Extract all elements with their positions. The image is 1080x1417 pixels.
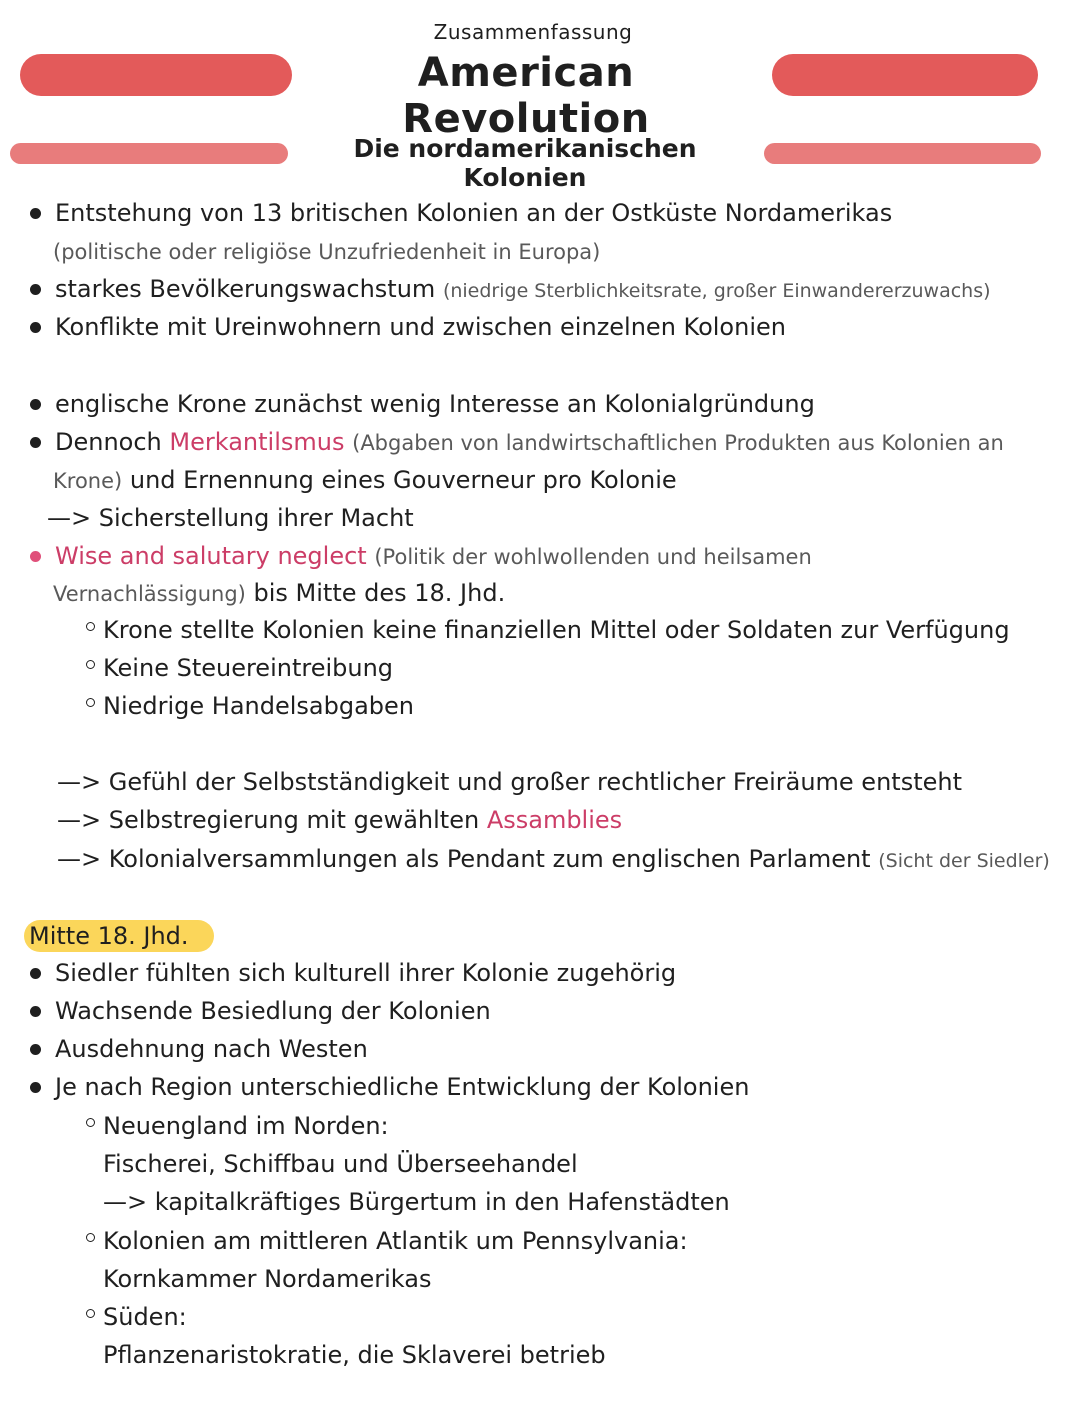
note-text: (Politik der wohlwollenden und heilsamen xyxy=(374,545,812,569)
note-text: (niedrige Sterblichkeitsrate, großer Einwandererzuwachs) xyxy=(442,280,991,302)
bullet-text: Siedler fühlten sich kulturell ihrer Kolonie zugehörig xyxy=(55,959,677,987)
arrow-text: —> Kolonialversammlungen als Pendant zum englischen Parlament xyxy=(57,845,871,873)
bullet-text: Je nach Region unterschiedliche Entwicklung der Kolonien xyxy=(55,1073,750,1101)
term-assamblies: Assamblies xyxy=(486,806,623,834)
arrow-line xyxy=(103,1185,730,1219)
bullet-dot xyxy=(30,399,41,410)
bullet-dot xyxy=(30,322,41,333)
bullet-dot xyxy=(30,437,41,448)
bullet-text: Ausdehnung nach Westen xyxy=(55,1035,368,1063)
text-line xyxy=(103,651,393,685)
bullet-text: starkes Bevölkerungswachstum xyxy=(55,275,436,303)
highlight-text: Mitte 18. Jhd. xyxy=(29,922,189,950)
bullet-text: bis Mitte des 18. Jhd. xyxy=(253,579,506,607)
bullet-text: englische Krone zunächst wenig Interesse an Kolonialgründung xyxy=(55,390,815,418)
sub-detail-text: Pflanzenaristokratie, die Sklaverei betrieb xyxy=(103,1341,606,1369)
sub-bullet-circle xyxy=(86,622,95,631)
sub-bullet-circle xyxy=(86,698,95,707)
bullet-dot xyxy=(30,551,41,562)
bullet-text: Wachsende Besiedlung der Kolonien xyxy=(55,997,491,1025)
bullet-dot xyxy=(30,284,41,295)
highlight-heading xyxy=(29,919,189,953)
sub-detail-text: Fischerei, Schiffbau und Überseehandel xyxy=(103,1150,578,1178)
note-text: Krone) xyxy=(53,469,123,493)
section-bar-right xyxy=(764,143,1041,164)
text-line xyxy=(55,310,786,344)
text-line xyxy=(103,1300,187,1334)
bullet-text: und Ernennung eines Gouverneur pro Kolonie xyxy=(129,466,677,494)
bullet-dot xyxy=(30,1006,41,1017)
bullet-dot xyxy=(30,1082,41,1093)
text-line xyxy=(55,387,815,421)
text-line xyxy=(103,1147,578,1181)
bullet-dot xyxy=(30,1044,41,1055)
sub-detail-text: Kornkammer Nordamerikas xyxy=(103,1265,432,1293)
text-line xyxy=(103,1109,389,1143)
text-line xyxy=(55,272,991,308)
section-bar-left xyxy=(10,143,288,164)
note-text: Vernachlässigung) xyxy=(53,582,246,606)
title-bar-right xyxy=(772,54,1038,96)
text-line xyxy=(55,994,491,1028)
sub-bullet-text: Keine Steuereintreibung xyxy=(103,654,394,682)
bullet-text: Entstehung von 13 britischen Kolonien an der Ostküste Nordamerikas xyxy=(55,199,893,227)
term-merkantilismus: Merkantilsmus xyxy=(169,428,345,456)
arrow-line xyxy=(57,765,962,799)
bullet-dot xyxy=(30,208,41,219)
sub-bullet-circle xyxy=(86,1118,95,1127)
note-text: (Sicht der Siedler) xyxy=(878,850,1050,872)
term-salutary-neglect: Wise and salutary neglect xyxy=(55,542,367,570)
text-line xyxy=(53,576,505,611)
sub-bullet-text: Niedrige Handelsabgaben xyxy=(103,692,415,720)
arrow-text: —> kapitalkräftiges Bürgertum in den Hafenstädten xyxy=(103,1188,730,1216)
text-line xyxy=(55,196,892,230)
sub-bullet-text: Krone stellte Kolonien keine finanziellen Mittel oder Soldaten zur Verfügung xyxy=(103,616,1010,644)
text-line xyxy=(55,956,676,990)
sub-bullet-text: Süden: xyxy=(103,1303,187,1331)
arrow-line xyxy=(57,842,1050,878)
note-text: (Abgaben von landwirtschaftlichen Produkten aus Kolonien an xyxy=(352,431,1004,455)
document-subtitle: Zusammenfassung xyxy=(433,20,633,44)
text-line xyxy=(55,539,812,574)
bullet-text: Konflikte mit Ureinwohnern und zwischen einzelnen Kolonien xyxy=(55,313,786,341)
arrow-text: —> Selbstregierung mit gewählten xyxy=(57,806,480,834)
text-line xyxy=(55,425,1004,460)
title-bar-left xyxy=(20,54,292,96)
text-line xyxy=(103,1338,606,1372)
text-line xyxy=(55,1032,368,1066)
text-line xyxy=(103,613,1010,647)
section-heading: Die nordamerikanischen Kolonien xyxy=(353,134,697,192)
page-title: American Revolution xyxy=(402,50,650,142)
bullet-dot xyxy=(30,968,41,979)
sub-bullet-text: Neuengland im Norden: xyxy=(103,1112,389,1140)
bullet-text: Dennoch xyxy=(55,428,162,456)
arrow-line xyxy=(47,501,414,535)
arrow-text: —> Sicherstellung ihrer Macht xyxy=(47,504,414,532)
sub-bullet-circle xyxy=(86,1309,95,1318)
note-text: (politische oder religiöse Unzufriedenheit in Europa) xyxy=(53,240,601,264)
text-line xyxy=(103,1224,688,1258)
sub-bullet-circle xyxy=(86,1233,95,1242)
arrow-text: —> Gefühl der Selbstständigkeit und großer rechtlicher Freiräume entsteht xyxy=(57,768,962,796)
text-line xyxy=(55,1070,749,1104)
arrow-line xyxy=(57,803,622,837)
text-line xyxy=(53,463,677,498)
text-line xyxy=(103,689,414,723)
sub-bullet-text: Kolonien am mittleren Atlantik um Pennsylvania: xyxy=(103,1227,688,1255)
sub-bullet-circle xyxy=(86,660,95,669)
text-line xyxy=(53,234,600,269)
text-line xyxy=(103,1262,431,1296)
